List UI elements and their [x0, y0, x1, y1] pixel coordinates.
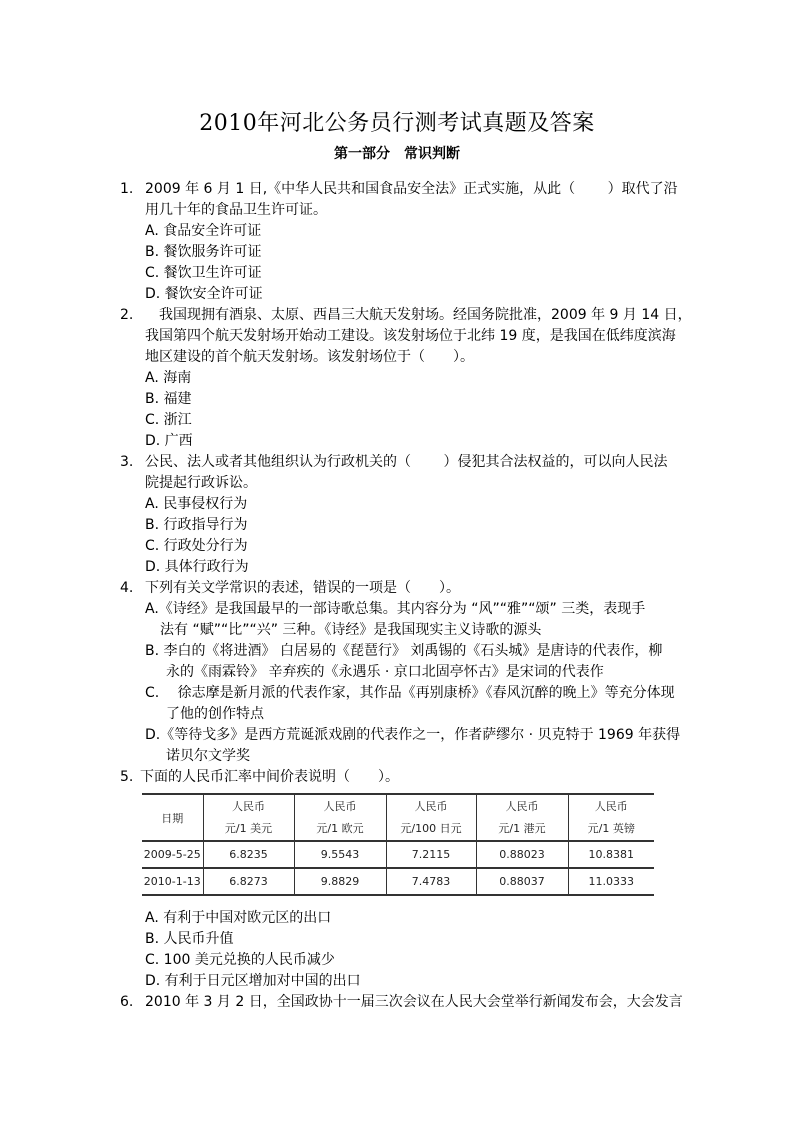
- question-number: 2.: [120, 307, 134, 323]
- option-c: C. 餐饮卫生许可证: [145, 265, 262, 281]
- option-b: B. 餐饮服务许可证: [145, 244, 262, 260]
- table-row: [142, 868, 654, 895]
- cell-eur: 9.5543: [294, 841, 386, 868]
- question-text: 公民、法人或者其他组织认为行政机关的（ ）侵犯其合法权益的，可以向人民法: [145, 454, 668, 470]
- question-number: 3.: [120, 454, 134, 470]
- question-text: 2009 年 6 月 1 日,《中华人民共和国食品安全法》正式实施，从此（ ）取代了沿: [145, 181, 678, 197]
- question-text: 我国第四个航天发射场开始动工建设。该发射场位于北纬 19 度，是我国在低纬度滨海: [145, 328, 676, 344]
- option-a: A.《诗经》是我国最早的一部诗歌总集。其内容分为 “风”“雅”“颂” 三类，表现手: [145, 601, 646, 617]
- question-number: 6.: [120, 994, 134, 1010]
- table-row: [142, 841, 654, 868]
- option-d: D. 有利于日元区增加对中国的出口: [145, 973, 361, 989]
- question-number: 5.: [120, 769, 134, 785]
- option-d-cont: 诺贝尔文学奖: [166, 748, 250, 764]
- option-c: C. 浙江: [145, 412, 192, 428]
- section-heading: 第一部分 常识判断: [334, 146, 460, 162]
- option-a: A. 有利于中国对欧元区的出口: [145, 910, 332, 926]
- header-usd: 人民币 元/1 美元: [203, 794, 294, 841]
- question-text: 我国现拥有酒泉、太原、西昌三大航天发射场。经国务院批准，2009 年 9 月 14 日，: [145, 307, 692, 323]
- option-d: D. 广西: [145, 433, 193, 449]
- option-a: A. 海南: [145, 370, 192, 386]
- table-header-row: [142, 794, 654, 841]
- option-b: B. 李白的《将进酒》 白居易的《琵琶行》 刘禹锡的《石头城》是唐诗的代表作，柳: [145, 643, 663, 659]
- header-hkd: 人民币 元/1 港元: [476, 794, 568, 841]
- cell-usd: 6.8273: [203, 868, 294, 895]
- header-gbp: 人民币 元/1 英镑: [568, 794, 654, 841]
- cell-eur: 9.8829: [294, 868, 386, 895]
- option-d: D.《等待戈多》是西方荒诞派戏剧的代表作之一，作者萨缪尔 · 贝克特于 1969 年获得: [145, 727, 681, 743]
- option-d: D. 餐饮安全许可证: [145, 286, 263, 302]
- question-number: 1.: [120, 181, 134, 197]
- cell-hkd: 0.88037: [476, 868, 568, 895]
- cell-date: 2009-5-25: [143, 848, 201, 861]
- cell-date: 2010-1-13: [143, 875, 201, 888]
- document-title: 2010年河北公务员行测考试真题及答案: [199, 111, 595, 136]
- question-text: 2010 年 3 月 2 日，全国政协十一届三次会议在人民大会堂举行新闻发布会，大会发言: [145, 994, 683, 1010]
- question-text: 地区建设的首个航天发射场。该发射场位于（ ）。: [145, 349, 474, 365]
- question-number: 4.: [120, 580, 134, 596]
- cell-gbp: 10.8381: [568, 841, 654, 868]
- exchange-rate-table: [142, 793, 654, 896]
- option-a-cont: 法有 “赋”“比”“兴” 三种。《诗经》是我国现实主义诗歌的源头: [160, 622, 542, 638]
- option-c-cont: 了他的创作特点: [166, 706, 264, 722]
- option-c: C. 100 美元兑换的人民币减少: [145, 952, 335, 968]
- option-b-cont: 永的《雨霖铃》 辛弃疾的《永遇乐 · 京口北固亭怀古》是宋词的代表作: [166, 664, 604, 680]
- option-a: A. 食品安全许可证: [145, 223, 262, 239]
- option-c: C. 徐志摩是新月派的代表作家，其作品《再别康桥》《春风沉醉的晚上》等充分体现: [145, 685, 675, 701]
- option-b: B. 福建: [145, 391, 192, 407]
- question-text: 院提起行政诉讼。: [145, 475, 257, 491]
- question-text: 用几十年的食品卫生许可证。: [145, 202, 327, 218]
- option-b: B. 人民币升值: [145, 931, 234, 947]
- option-c: C. 行政处分行为: [145, 538, 248, 554]
- cell-gbp: 11.0333: [568, 868, 654, 895]
- header-date: 日期: [161, 811, 184, 825]
- header-jpy: 人民币 元/100 日元: [386, 794, 476, 841]
- cell-jpy: 7.2115: [386, 841, 476, 868]
- cell-jpy: 7.4783: [386, 868, 476, 895]
- header-eur: 人民币 元/1 欧元: [294, 794, 386, 841]
- cell-hkd: 0.88023: [476, 841, 568, 868]
- option-b: B. 行政指导行为: [145, 517, 248, 533]
- option-d: D. 具体行政行为: [145, 559, 249, 575]
- option-a: A. 民事侵权行为: [145, 496, 248, 512]
- question-text: 下列有关文学常识的表述，错误的一项是（ ）。: [145, 580, 460, 596]
- cell-usd: 6.8235: [203, 841, 294, 868]
- question-text: 下面的人民币汇率中间价表说明（ ）。: [140, 769, 399, 785]
